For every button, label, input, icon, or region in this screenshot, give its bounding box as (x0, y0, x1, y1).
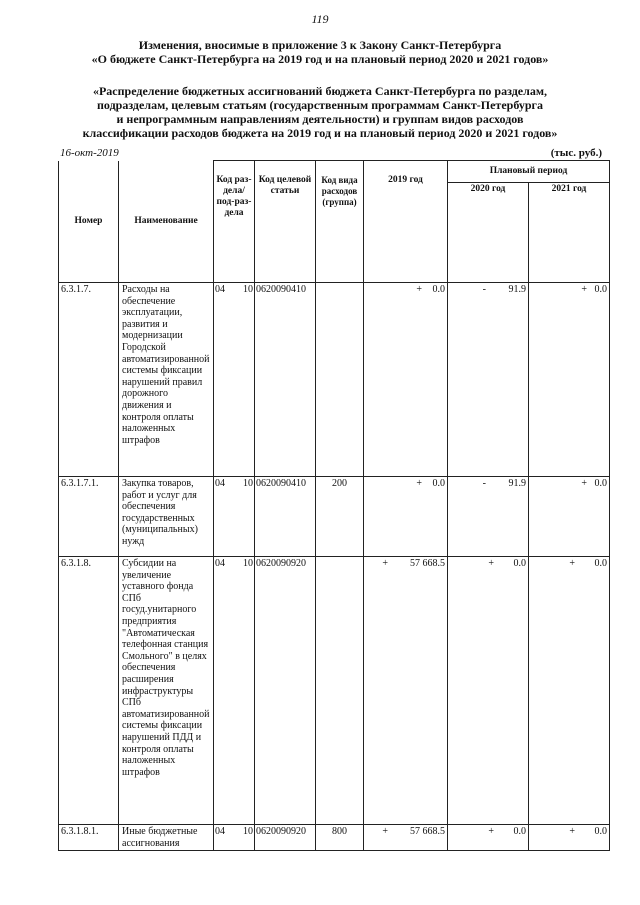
header-target: Код целевой статьи (255, 161, 316, 283)
subsection-code: 10 (243, 478, 253, 489)
document-title (40, 38, 600, 66)
header-2021: 2021 год (529, 183, 610, 283)
table-row (59, 283, 610, 477)
row-section (214, 477, 255, 557)
row-number: 6.3.1.8.1. (59, 825, 119, 851)
row-2020 (448, 557, 529, 825)
row-section (214, 825, 255, 851)
row-2019 (364, 283, 448, 477)
row-group: 200 (316, 477, 364, 557)
header-2020: 2020 год (448, 183, 529, 283)
row-2021 (529, 557, 610, 825)
amount: 0.0 (513, 558, 526, 569)
row-2020 (448, 477, 529, 557)
row-section (214, 557, 255, 825)
header-group: Код вида расходов (группа) (316, 161, 364, 283)
appendix-title-line: и непрограммным направлениям деятельности) и группам видов расходов (116, 112, 524, 126)
header-number: Номер (59, 161, 119, 283)
units-label: (тыс. руб.) (550, 147, 602, 159)
sign: + (416, 284, 422, 295)
row-2021 (529, 477, 610, 557)
sign: - (482, 478, 486, 489)
section-code: 04 (215, 826, 225, 837)
section-code: 04 (215, 558, 225, 569)
title-line: Изменения, вносимые в приложение 3 к Закону Санкт-Петербурга (138, 38, 502, 52)
amount: 91.9 (508, 478, 526, 489)
sign: + (581, 284, 587, 295)
appendix-title-line: «Распределение бюджетных ассигнований бюджета Санкт-Петербурга по разделам, (92, 84, 548, 98)
sign: + (488, 826, 494, 837)
row-target: 0620090920 (255, 557, 316, 825)
appendix-title-line: подразделам, целевым статьям (государственным программам Санкт-Петербурга (97, 98, 543, 112)
row-2021 (529, 283, 610, 477)
document-date: 16-окт-2019 (60, 147, 119, 159)
sign: + (581, 478, 587, 489)
row-name: Иные бюджетные ассигнования (119, 825, 214, 851)
amount: 0.0 (513, 826, 526, 837)
appendix-title (40, 84, 600, 140)
row-group (316, 283, 364, 477)
row-target: 0620090920 (255, 825, 316, 851)
row-2020 (448, 825, 529, 851)
row-group: 800 (316, 825, 364, 851)
amount: 57 668.5 (410, 826, 445, 837)
sign: + (416, 478, 422, 489)
sign: - (482, 284, 486, 295)
sign: + (382, 558, 388, 569)
sign: + (488, 558, 494, 569)
row-number: 6.3.1.7. (59, 283, 119, 477)
sign: + (569, 558, 575, 569)
row-2021 (529, 825, 610, 851)
amount: 0.0 (594, 826, 607, 837)
section-code: 04 (215, 478, 225, 489)
row-name: Субсидии на увеличение уставного фонда СПб госуд.унитарного предприятия "Автоматическая телефонная станция Смольного" в целях обеспечения расширения инфраструктуры СПб автоматизированной системы фиксации нарушений ПДД и контроля оплаты наложенных штрафов (119, 557, 214, 825)
row-2019 (364, 477, 448, 557)
table-row (59, 477, 610, 557)
row-target: 0620090410 (255, 283, 316, 477)
amount: 0.0 (594, 478, 607, 489)
row-group (316, 557, 364, 825)
subsection-code: 10 (243, 558, 253, 569)
sign: + (569, 826, 575, 837)
amount: 91.9 (508, 284, 526, 295)
amount: 0.0 (432, 478, 445, 489)
row-number: 6.3.1.7.1. (59, 477, 119, 557)
appendix-title-line: классификации расходов бюджета на 2019 год и на плановый период 2020 и 2021 годов» (82, 126, 558, 140)
row-2020 (448, 283, 529, 477)
amount: 57 668.5 (410, 558, 445, 569)
header-name: Наименование (119, 161, 214, 283)
row-name: Расходы на обеспечение эксплуатации, развития и модернизации Городской автоматизированной системы фиксации нарушений правил дорожного движения и контроля оплаты наложенных штрафов (119, 283, 214, 477)
amount: 0.0 (594, 284, 607, 295)
subsection-code: 10 (243, 826, 253, 837)
amount: 0.0 (594, 558, 607, 569)
page-number: 119 (311, 12, 329, 26)
sign: + (382, 826, 388, 837)
row-name: Закупка товаров, работ и услуг для обеспечения государственных (муниципальных) нужд (119, 477, 214, 557)
row-target: 0620090410 (255, 477, 316, 557)
row-section (214, 283, 255, 477)
title-line: «О бюджете Санкт-Петербурга на 2019 год и на плановый период 2020 и 2021 годов» (91, 52, 549, 66)
row-number: 6.3.1.8. (59, 557, 119, 825)
header-section: Код раз-дела/ под-раз-дела (214, 161, 255, 283)
header-2019: 2019 год (364, 161, 448, 283)
section-code: 04 (215, 284, 225, 295)
table-row (59, 557, 610, 825)
amount: 0.0 (432, 284, 445, 295)
budget-table (58, 160, 610, 851)
row-2019 (364, 557, 448, 825)
table-row (59, 825, 610, 851)
row-2019 (364, 825, 448, 851)
header-planned-period: Плановый период (448, 161, 610, 183)
subsection-code: 10 (243, 284, 253, 295)
